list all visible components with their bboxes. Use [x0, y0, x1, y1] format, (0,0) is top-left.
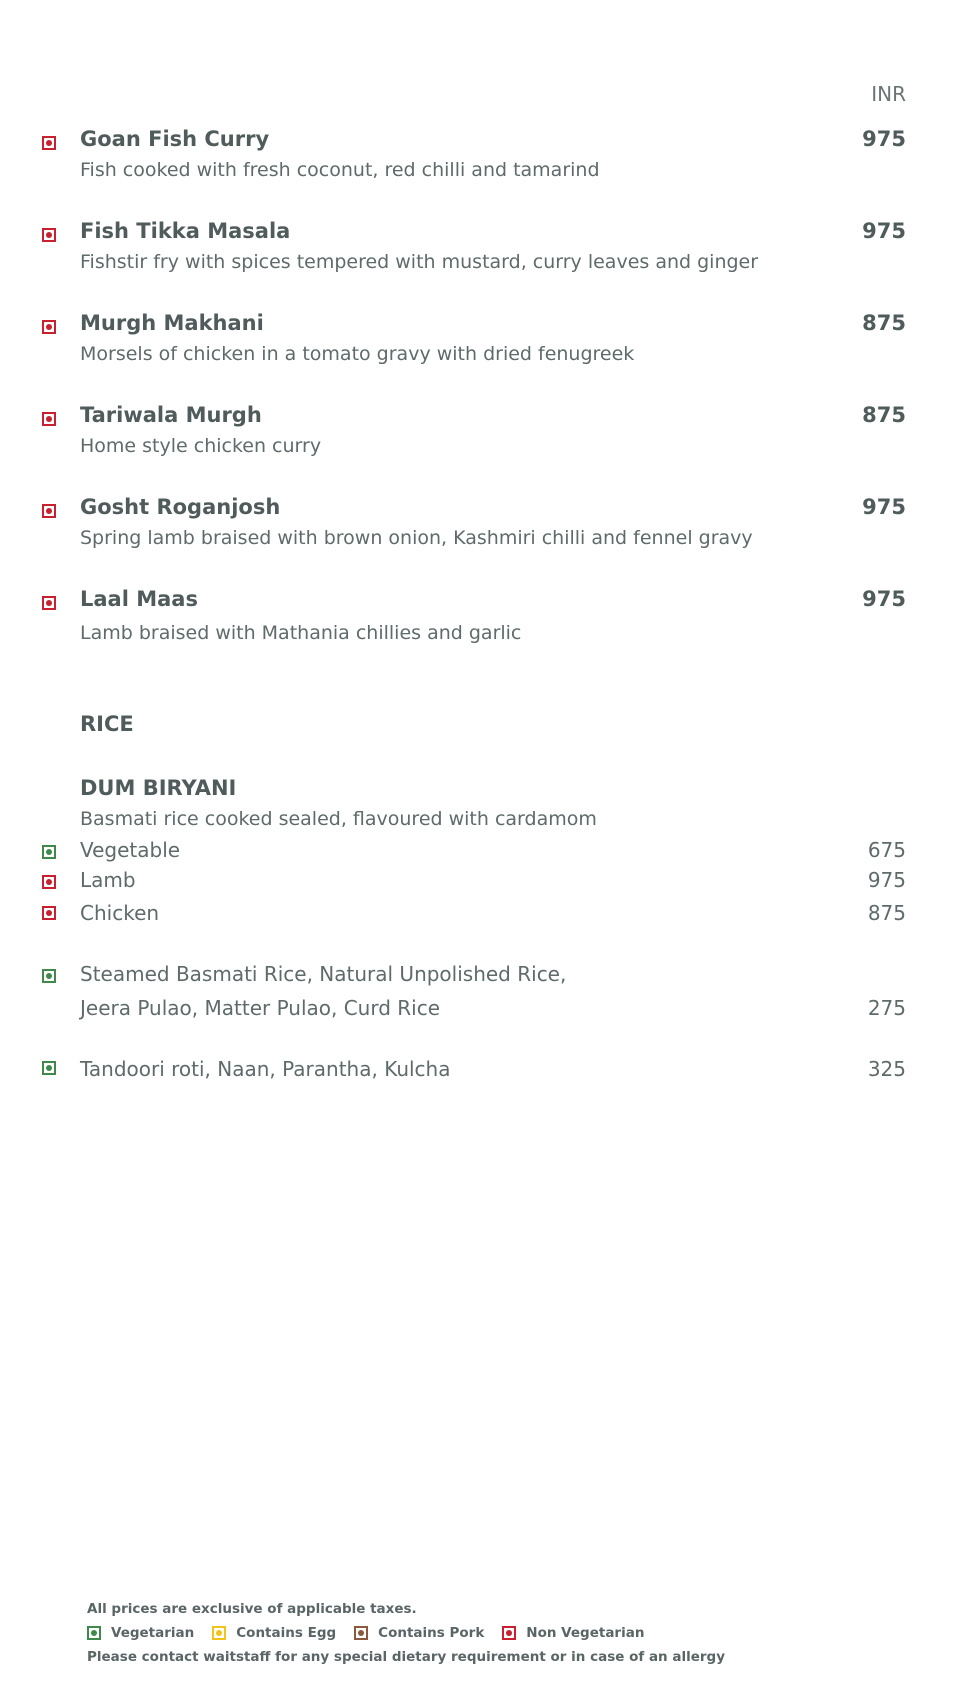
breads-price: 325	[867, 1057, 906, 1081]
biryani-option-price: 975	[867, 868, 906, 892]
dish-price: 975	[862, 127, 906, 151]
dish-name: Tariwala Murgh	[80, 403, 262, 427]
non-veg-mark-icon	[42, 136, 56, 150]
legend-label: Contains Egg	[236, 1625, 337, 1641]
dish-price: 875	[862, 403, 906, 427]
non-veg-mark-icon	[42, 875, 56, 889]
legend-label: Contains Pork	[378, 1625, 485, 1641]
egg-mark-icon	[212, 1626, 226, 1640]
legend-label: Non Vegetarian	[526, 1625, 645, 1641]
biryani-title: DUM BIRYANI	[80, 776, 237, 800]
veg-mark-icon	[42, 1061, 56, 1075]
veg-mark-icon	[87, 1626, 101, 1640]
legend-item-veg	[87, 1625, 194, 1641]
plain-rice-line2: Jeera Pulao, Matter Pulao, Curd Rice	[80, 996, 441, 1020]
section-title-rice: RICE	[80, 712, 134, 736]
dish-description: Lamb braised with Mathania chillies and garlic	[80, 622, 522, 644]
non-veg-mark-icon	[42, 228, 56, 242]
taxes-note: All prices are exclusive of applicable taxes.	[87, 1601, 417, 1617]
plain-rice-price: 275	[867, 996, 906, 1020]
legend-item-non-veg	[502, 1625, 644, 1641]
currency-label: INR	[871, 82, 906, 106]
biryani-option-label: Vegetable	[80, 838, 181, 862]
biryani-option-label: Lamb	[80, 868, 136, 892]
dish-price: 875	[862, 311, 906, 335]
non-veg-mark-icon	[42, 320, 56, 334]
plain-rice-line1: Steamed Basmati Rice, Natural Unpolished Rice,	[80, 962, 567, 986]
dish-price: 975	[862, 587, 906, 611]
non-veg-mark-icon	[42, 906, 56, 920]
legend-item-pork	[354, 1625, 484, 1641]
dish-description: Morsels of chicken in a tomato gravy with dried fenugreek	[80, 343, 635, 365]
non-veg-mark-icon	[502, 1626, 516, 1640]
dish-name: Murgh Makhani	[80, 311, 264, 335]
legend-label: Vegetarian	[111, 1625, 195, 1641]
breads-label: Tandoori roti, Naan, Parantha, Kulcha	[80, 1057, 451, 1081]
dish-description: Fish cooked with fresh coconut, red chilli and tamarind	[80, 159, 600, 181]
biryani-option-price: 875	[867, 901, 906, 925]
dish-description: Spring lamb braised with brown onion, Kashmiri chilli and fennel gravy	[80, 527, 753, 549]
pork-mark-icon	[354, 1626, 368, 1640]
dish-description: Home style chicken curry	[80, 435, 322, 457]
dish-price: 975	[862, 219, 906, 243]
dish-name: Goan Fish Curry	[80, 127, 270, 151]
veg-mark-icon	[42, 845, 56, 859]
non-veg-mark-icon	[42, 596, 56, 610]
veg-mark-icon	[42, 969, 56, 983]
dish-price: 975	[862, 495, 906, 519]
dish-description: Fishstir fry with spices tempered with mustard, curry leaves and ginger	[80, 251, 759, 273]
non-veg-mark-icon	[42, 412, 56, 426]
dish-name: Laal Maas	[80, 587, 198, 611]
legend-item-egg	[212, 1625, 336, 1641]
dish-name: Fish Tikka Masala	[80, 219, 291, 243]
dietary-legend	[87, 1625, 662, 1641]
dish-name: Gosht Roganjosh	[80, 495, 281, 519]
biryani-option-price: 675	[867, 838, 906, 862]
biryani-option-label: Chicken	[80, 901, 160, 925]
non-veg-mark-icon	[42, 504, 56, 518]
dietary-note: Please contact waitstaff for any special dietary requirement or in case of an allergy	[87, 1649, 726, 1665]
biryani-description: Basmati rice cooked sealed, flavoured with cardamom	[80, 808, 597, 830]
